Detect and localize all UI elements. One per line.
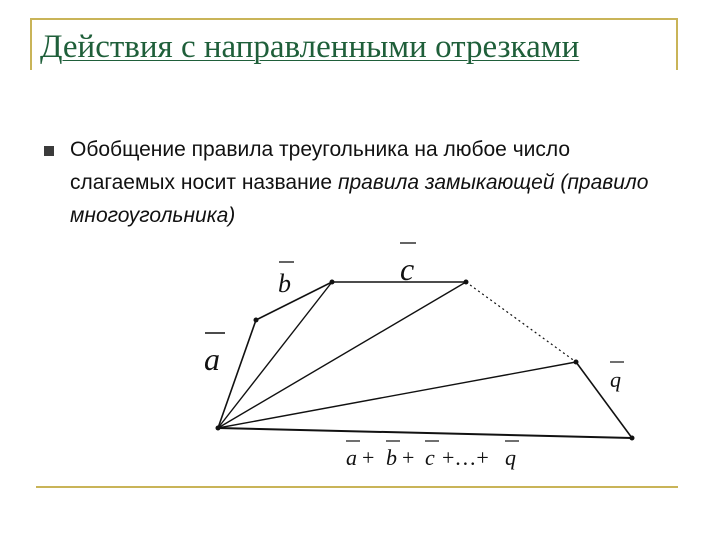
diagonal-line-1 — [218, 282, 332, 428]
formula-b: b — [386, 445, 397, 470]
sum-vector-segment — [218, 428, 632, 438]
vertex-point — [254, 318, 259, 323]
vertex-point — [216, 426, 221, 431]
vector-q-segment — [576, 362, 632, 438]
vertex-point — [630, 436, 635, 441]
diagonal-line-3 — [218, 362, 576, 428]
label-b: b — [278, 269, 291, 298]
formula-c: c — [425, 445, 435, 470]
label-c: c — [400, 251, 415, 287]
formula-plus-2: + — [402, 445, 415, 470]
formula-q: q — [505, 445, 516, 470]
slide-title: Действия с направленными отрезками — [40, 29, 580, 65]
bullet-text-italic: правила замыкающей (правило многоугольника) — [70, 171, 649, 227]
formula-a: a — [346, 445, 357, 470]
bullet-text-normal: Обобщение правила треугольника на любое число слагаемых носит название — [70, 138, 571, 194]
vector-a-segment — [218, 320, 256, 428]
formula-plus-ellipsis: +…+ — [442, 445, 489, 470]
dotted-middle-segment — [466, 282, 576, 362]
vertex-point — [330, 280, 335, 285]
sum-formula — [346, 441, 519, 470]
label-q: q — [610, 367, 621, 392]
formula-plus-1: + — [362, 445, 375, 470]
diagonal-line-2 — [218, 282, 466, 428]
vertex-point — [464, 280, 469, 285]
label-a: a — [204, 341, 220, 377]
vertex-point — [574, 360, 579, 365]
vector-b-segment — [256, 282, 332, 320]
